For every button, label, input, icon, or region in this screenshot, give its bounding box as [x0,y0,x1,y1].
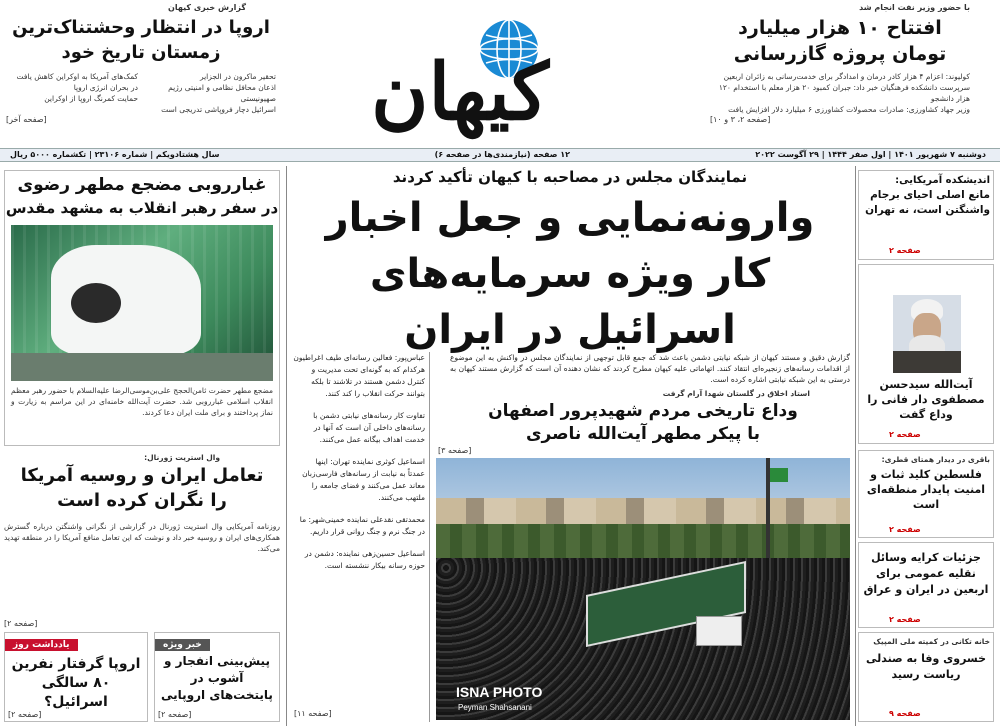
main-kicker: نمایندگان مجلس در مصاحبه با کیهان تأکید کردند [392,168,748,186]
funeral-photo [436,458,850,720]
col-line-8: اسماعیل کوثری نماینده تهران: اینها [315,457,425,466]
sidebar-item-headline: خسروی وفا به صندلی ریاست رسید [865,652,987,681]
top-left-line-3: اسرائیل دچار فروپاشی تدریجی است [161,105,276,114]
top-left-kicker: گزارش خبری کیهان [168,3,246,12]
left-feature-headline-1: غبارروبی مضجع مطهر رضوی [17,175,267,195]
funeral-ref: [صفحه ۳] [438,446,472,455]
bottom-box-headline: پیش‌بینی انفجار و آشوب در پایتخت‌های اروپایی [161,654,273,702]
sidebar-item-2[interactable] [858,264,994,444]
top-left-ref: [صفحه آخر] [6,115,47,124]
funeral-headline-1: وداع تاریخی مردم شهیدپرور اصفهان [488,401,798,421]
main-column [290,352,430,722]
sidebar-item-ref: صفحه ۹ [889,709,921,718]
top-right-ref: [صفحه ۲، ۳ و ۱۰] [710,115,771,124]
funeral-kicker: استاد اخلاق در گلستان شهدا آرام گرفت [662,389,810,398]
top-right-kicker: با حضور وزیر نفت انجام شد [859,3,970,12]
left-feature-caption: مضجع مطهر حضرت ثامن‌الحجج علی‌بن‌موسی‌الرضا علیه‌السلام با حضور رهبر معظم انقلاب اسلامی غبارروبی شد. حضرت آیت‌الله خامنه‌ای در این مراسم به زیارت و نماز پرداختند و برای ملت ایران دعا کردند. [11,386,273,417]
funeral-headline-2: با پیکر مطهر آیت‌الله ناصری [525,424,761,444]
sidebar-item-5[interactable] [858,632,994,722]
top-right-line-2: سرپرست دانشکده فرهنگیان خبر داد: جبران کمبود ۲۰ هزار معلم با استخدام ۱۲۰ هزار دانشجو [718,83,970,103]
divider [286,166,287,726]
portrait-photo [893,295,961,373]
main-intro-1: گزارش دقیق و مستند کیهان از شبکه نیابتی دشمن باعث شد که جمع قابل توجهی از نمایندگان مجلس در واکنش به این موضوع از اقدامات رسانه‌های زنجیره‌ای انتقاد کنند. [450,353,850,373]
sidebar-item-kicker: خانه تکانی در کمیته ملی المپیک [873,637,990,646]
top-left-line-1: تحقیر ماکرون در الجزایر [199,72,276,81]
col-line-12: محمدتقی نقدعلی نماینده خمینی‌شهر: ما [299,515,425,524]
logo-text: کیهان [371,47,549,138]
date-bar [0,148,1000,162]
left-story-headline: تعامل ایران و روسیه آمریکا را نگران کرده است [20,465,264,511]
bottom-box-tag: یادداشت روز [5,639,78,651]
bottom-box-tag: خبر ویژه [155,639,210,651]
col-line-7: خدمت اهداف بیگانه عمل می‌کنند. [319,435,425,444]
sidebar-item-headline: فلسطین کلید ثبات و امنیت پایدار منطقه‌ای است [866,468,986,511]
sidebar-item-headline: جزئیات کرایه وسائل نقلیه عمومی برای اربعین در ایران و عراق [863,551,989,596]
photo-credit: Peyman Shahsanani [458,703,532,712]
bottom-box-ref: [صفحه ۲] [8,710,42,719]
funeral-story[interactable] [436,388,850,722]
bottom-box-1[interactable] [154,632,280,722]
top-right-story[interactable] [710,2,970,124]
sidebar-item-4[interactable] [858,542,994,628]
sidebar-item-kicker: باقری در دیدار همتای قطری: [881,455,990,464]
date-bar-left: سال هشتادویکم | شماره ۲۳۱۰۶ | تکشماره ۵۰۰۰ ریال [10,150,220,159]
top-left-line-6: حمایت کمرنگ اروپا از اوکراین [44,94,138,103]
sidebar-item-ref: صفحه ۲ [889,430,921,439]
main-story[interactable] [290,166,850,726]
col-line-10: معاند عمل می‌کنند و فضای جامعه را [311,481,425,490]
col-ref: [صفحه ۱۱] [294,709,332,718]
sidebar-item-headline: آیت‌الله سیدحسن مصطفوی دار فانی را وداع گفت [867,378,985,421]
sidebar [858,170,994,722]
col-line-14: اسماعیل حسین‌زهی نماینده: دشمن در [304,549,425,558]
left-story-ref: [صفحه ۲] [4,619,38,628]
top-right-line-1: کولیوند: اعزام ۴ هزار کادر درمان و امدادگر برای خدمت‌رسانی به زائران اربعین [723,72,970,81]
sidebar-item-ref: صفحه ۲ [889,525,921,534]
left-story[interactable] [4,452,280,628]
col-line-4: بتوانند حرکت انقلاب را کند کنند. [325,389,425,398]
col-line-15: حوزه رسانه بیکار ننشسته است. [324,561,425,570]
main-intro [450,352,850,385]
top-left-headline: اروپا در انتظار وحشتناک‌ترین زمستان تاریخ خود [12,17,270,63]
top-right-line-3: وزیر جهاد کشاورزی: صادرات محصولات کشاورزی ۶ میلیارد دلار افزایش یافت [728,105,970,114]
col-line-3: کنترل دشمن هستند در تلاشند تا بلکه [311,377,425,386]
sidebar-item-ref: صفحه ۲ [889,615,921,624]
main-headline-2: کار ویژه سرمایه‌های اسرائیل در ایران [369,251,771,353]
col-line-9: عمدتاً به نیابت از رسانه‌های فارسی‌زبان [302,469,425,478]
date-bar-center: ۱۲ صفحه (نیازمندی‌ها در صفحه ۶) [434,150,570,159]
bottom-box-2[interactable] [4,632,148,722]
left-story-body: روزنامه آمریکایی وال استریت ژورنال در گزارشی از نگرانی واشنگتن درباره گسترش همکاری‌های ایران و روسیه خبر داد و نوشت که این تعامل منافع آمریکا را در منطقه تهدید می‌کند. [4,522,280,553]
col-line-2: هرکدام که به گونه‌ای تحت مدیریت و [311,365,425,374]
logo [340,18,580,138]
col-line-11: ملتهب می‌کنند. [378,493,425,502]
top-left-line-4: کمک‌های آمریکا به اوکراین کاهش یافت [16,72,138,81]
sidebar-item-headline: مانع اصلی احیای برجام واشنگتن است، نه تهران [865,189,990,216]
sidebar-item-3[interactable] [858,450,994,538]
col-line-5: تفاوت کار رسانه‌های نیابتی دشمن با [313,411,425,420]
col-line-6: رسانه‌های داخلی آن است که آنها در [313,423,425,432]
date-bar-right: دوشنبه ۷ شهریور ۱۴۰۱ | اول صفر ۱۴۴۴ | ۲۹ آگوست ۲۰۲۲ [755,150,986,159]
main-intro-2: اتهاماتی علیه کیهان مطرح کردند که نشان دهنده آن است که گزارش مستند کیهان به درستی به این شبکه نیابتی اشاره کرده است. [450,364,850,384]
masthead [0,0,1000,160]
sidebar-item-1[interactable] [858,170,994,260]
top-left-story[interactable] [6,2,276,124]
bottom-box-headline: اروپا گرفتار نفرین ۸۰ سالگی اسرائیل؟ [11,656,141,710]
top-left-line-2: اذعان محافل نظامی و امنیتی رژیم صهیونیستی [168,83,276,103]
bottom-box-ref: [صفحه ۲] [158,710,192,719]
sidebar-item-kicker: اندیشکده آمریکایی: [895,175,990,186]
sidebar-item-ref: صفحه ۲ [889,246,921,255]
divider [855,166,856,726]
left-feature-headline-2: در سفر رهبر انقلاب به مشهد مقدس [5,199,279,217]
top-right-headline: افتتاح ۱۰ هزار میلیارد تومان پروژه گازرسانی [733,17,947,65]
col-line-1: عباس‌پور: فعالین رسانه‌ای طیف اغراطیون [293,353,425,362]
left-feature[interactable] [4,170,280,446]
shrine-photo [11,225,273,381]
main-headline-1: وارونه‌نمایی و جعل اخبار [325,195,815,241]
top-left-line-5: در بحران انرژی اروپا [73,83,138,92]
col-line-13: در جنگ نرم و جنگ روانی قرار داریم. [310,527,425,536]
left-story-kicker: وال استریت ژورنال: [144,453,220,462]
photo-watermark: ISNA PHOTO [456,684,543,700]
